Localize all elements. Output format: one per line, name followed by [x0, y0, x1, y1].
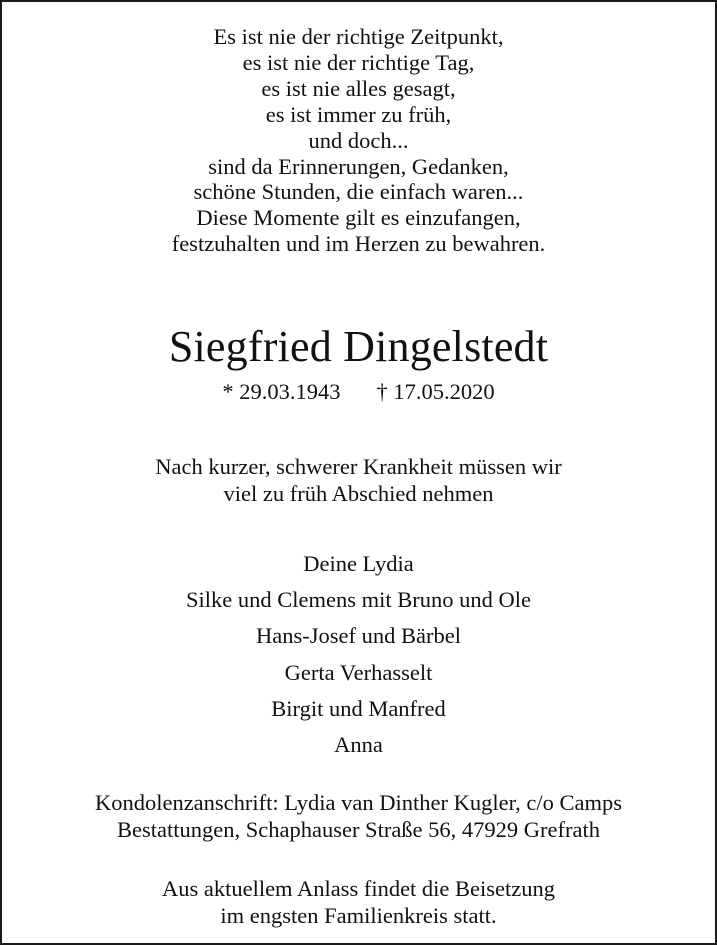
condolence-address: [2, 789, 715, 843]
poem-line: sind da Erinnerungen, Gedanken,: [208, 153, 509, 179]
funeral-note-line: Aus aktuellem Anlass findet die Beisetzung: [161, 876, 556, 901]
mourner: Silke und Clemens mit Bruno und Ole: [186, 587, 531, 613]
poem-line: es ist nie alles gesagt,: [261, 75, 456, 101]
life-dates: [2, 378, 715, 406]
poem-line: es ist nie der richtige Tag,: [242, 49, 475, 75]
poem-line: es ist immer zu früh,: [265, 101, 452, 127]
death-date: † 17.05.2020: [376, 379, 495, 404]
mourner: Birgit und Manfred: [271, 695, 446, 721]
poem-line: festzuhalten und im Herzen zu bewahren.: [171, 231, 546, 257]
mourner: Deine Lydia: [303, 551, 414, 576]
announcement-line: viel zu früh Abschied nehmen: [223, 481, 494, 506]
address-line: Bestattungen, Schaphauser Straße 56, 47929 Grefrath: [117, 817, 600, 842]
mourner: Anna: [334, 732, 383, 758]
funeral-note-line: im engsten Familienkreis statt.: [220, 903, 497, 928]
announcement-line: Nach kurzer, schwerer Krankheit müssen wir: [155, 454, 562, 479]
poem-line: und doch...: [308, 127, 409, 153]
funeral-note: [2, 875, 715, 929]
poem-line: Es ist nie der richtige Zeitpunkt,: [213, 24, 504, 49]
mourner: Hans-Josef und Bärbel: [256, 623, 461, 649]
poem: [2, 24, 715, 257]
birth-date: * 29.03.1943: [222, 379, 341, 404]
poem-line: schöne Stunden, die einfach waren...: [193, 179, 524, 205]
address-line: Kondolenzanschrift: Lydia van Dinther Kugler, c/o Camps: [94, 790, 623, 815]
mourner: Gerta Verhasselt: [284, 659, 433, 685]
mourners-list: [2, 546, 715, 763]
announcement: [2, 453, 715, 507]
deceased-name: Siegfried Dingelstedt: [168, 322, 549, 371]
poem-line: Diese Momente gilt es einzufangen,: [196, 205, 521, 231]
